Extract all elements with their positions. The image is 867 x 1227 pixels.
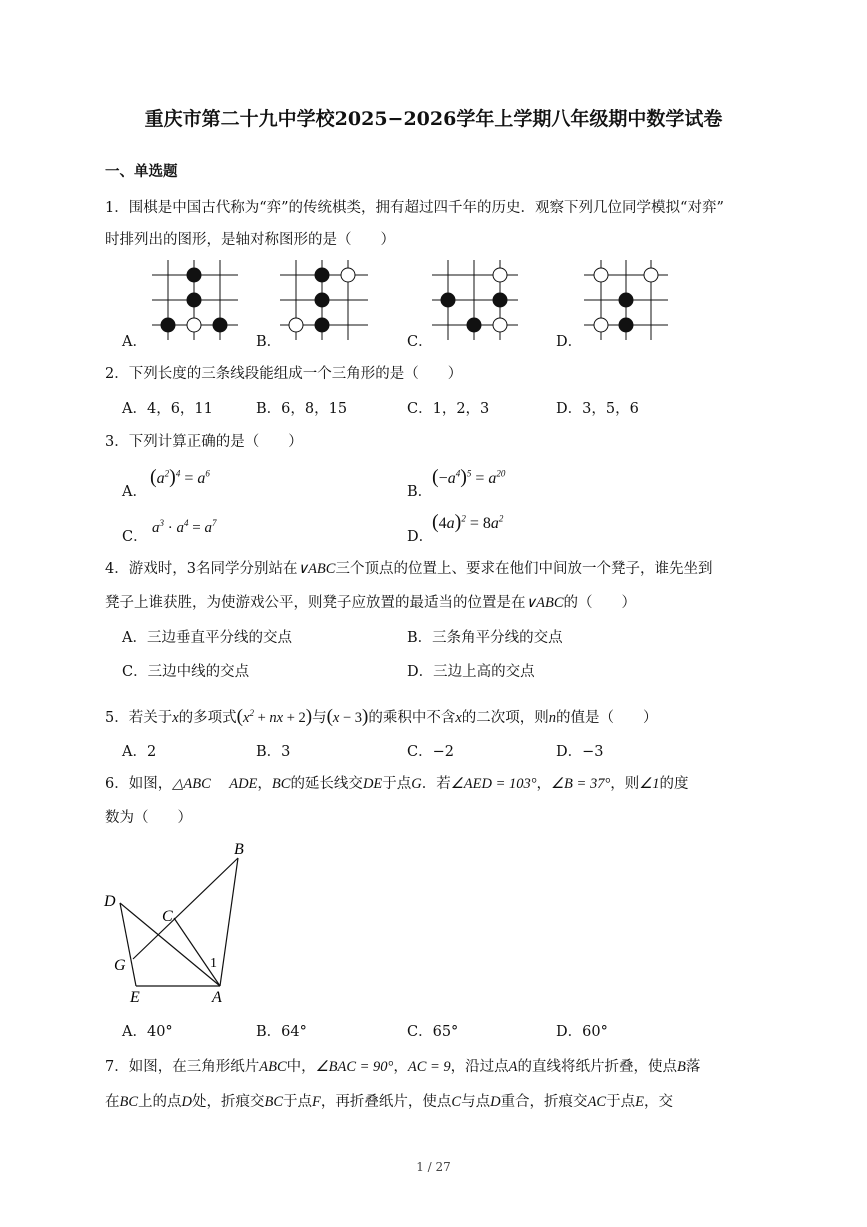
q5-option-c: C．−2 xyxy=(407,744,454,760)
q2-option-a: A．4，6，11 xyxy=(122,401,213,417)
q4-line2: 凳子上谁获胜，为使游戏公平，则凳子应放置的最适当的位置是在∨ABC的（ ） xyxy=(105,595,636,611)
q3-formula-a: $(a^2)^4 = a^6$ xyxy=(150,466,210,488)
q4-option-d: D．三边上高的交点 xyxy=(407,664,535,680)
go-board-c xyxy=(432,260,518,340)
page-number: 1 / 27 xyxy=(416,1160,451,1174)
go-board-a xyxy=(152,260,238,340)
q1-line1: 1．围棋是中国古代称为“弈”的传统棋类，拥有超过四千年的历史．观察下列几位同学模拟“对弈” xyxy=(105,200,724,216)
q4-option-a: A．三边垂直平分线的交点 xyxy=(122,630,292,646)
q6-option-c: C．65° xyxy=(407,1024,459,1040)
q6-angle-1-label: 1 xyxy=(210,956,217,971)
q6-label-g: G xyxy=(114,957,126,974)
q3-text: 3．下列计算正确的是（ ） xyxy=(105,434,303,450)
go-board-b xyxy=(280,260,368,340)
q6-line2: 数为（ ） xyxy=(105,810,192,826)
q6-label-a: A xyxy=(212,989,222,1006)
q1-option-c: C． xyxy=(407,334,433,350)
q6-option-a: A．40° xyxy=(122,1024,173,1040)
go-board-d xyxy=(584,260,668,340)
q6-label-d: D xyxy=(104,893,116,910)
q1-option-b: B． xyxy=(256,334,282,350)
q7-line1: 7．如图，在三角形纸片ABC中，∠BAC = 90°，AC = 9，沿过点A的直线将纸片折叠，使点B落 xyxy=(105,1059,701,1075)
q1-option-d: D． xyxy=(556,334,583,350)
q5-option-a: A．2 xyxy=(122,744,157,760)
q3-option-c: C． xyxy=(122,529,148,545)
q1-option-a: A． xyxy=(122,334,147,350)
q6-label-c: C xyxy=(162,908,173,925)
q3-option-d: D． xyxy=(407,529,434,545)
q5-option-d: D．−3 xyxy=(556,744,604,760)
q6-label-b: B xyxy=(234,841,244,858)
q6-geometry-figure xyxy=(100,836,260,1011)
q5-text: 5．若关于x的多项式($x^2$ + nx + 2)与(x − 3)的乘积中不含x的二次项，则n的值是（ ） xyxy=(105,706,658,727)
section-heading: 一、单选题 xyxy=(105,163,178,180)
q6-label-e: E xyxy=(130,989,140,1006)
q4-option-b: B．三条角平分线的交点 xyxy=(407,630,563,646)
q2-option-d: D．3，5，6 xyxy=(556,401,639,417)
go-board-figures xyxy=(120,255,680,350)
q4-line1: 4．游戏时，3名同学分别站在∨ABC三个顶点的位置上、要求在他们中间放一个凳子，谁先坐到 xyxy=(105,561,713,577)
q6-option-b: B．64° xyxy=(256,1024,307,1040)
q2-option-c: C．1，2，3 xyxy=(407,401,490,417)
q7-line2: 在BC上的点D处，折痕交BC于点F，再折叠纸片，使点C与点D重合，折痕交AC于点E，交 xyxy=(105,1094,673,1110)
q2-option-b: B．6，8，15 xyxy=(256,401,348,417)
q3-formula-b: $(-a^4)^5 = a^{20}$ xyxy=(432,466,506,488)
q6-line1: 6．如图，△ABC ADE，BC的延长线交DE于点G．若∠AED = 103°，∠B = 37°，则∠1的度 xyxy=(105,776,689,792)
q5-option-b: B．3 xyxy=(256,744,291,760)
q3-option-b: B． xyxy=(407,484,433,500)
q3-formula-c: $a^3 \cdot a^4 = a^7$ xyxy=(152,518,217,536)
q2-text: 2．下列长度的三条线段能组成一个三角形的是（ ） xyxy=(105,366,463,382)
q3-formula-d: $(4a)^2 = 8a^2$ xyxy=(432,511,504,533)
q4-option-c: C．三边中线的交点 xyxy=(122,664,250,680)
q1-line2: 时排列出的图形，是轴对称图形的是（ ） xyxy=(105,232,395,248)
page-title: 重庆市第二十九中学校2025−2026学年上学期八年级期中数学试卷 xyxy=(144,108,723,130)
q3-option-a: A． xyxy=(122,484,147,500)
q6-option-d: D．60° xyxy=(556,1024,608,1040)
